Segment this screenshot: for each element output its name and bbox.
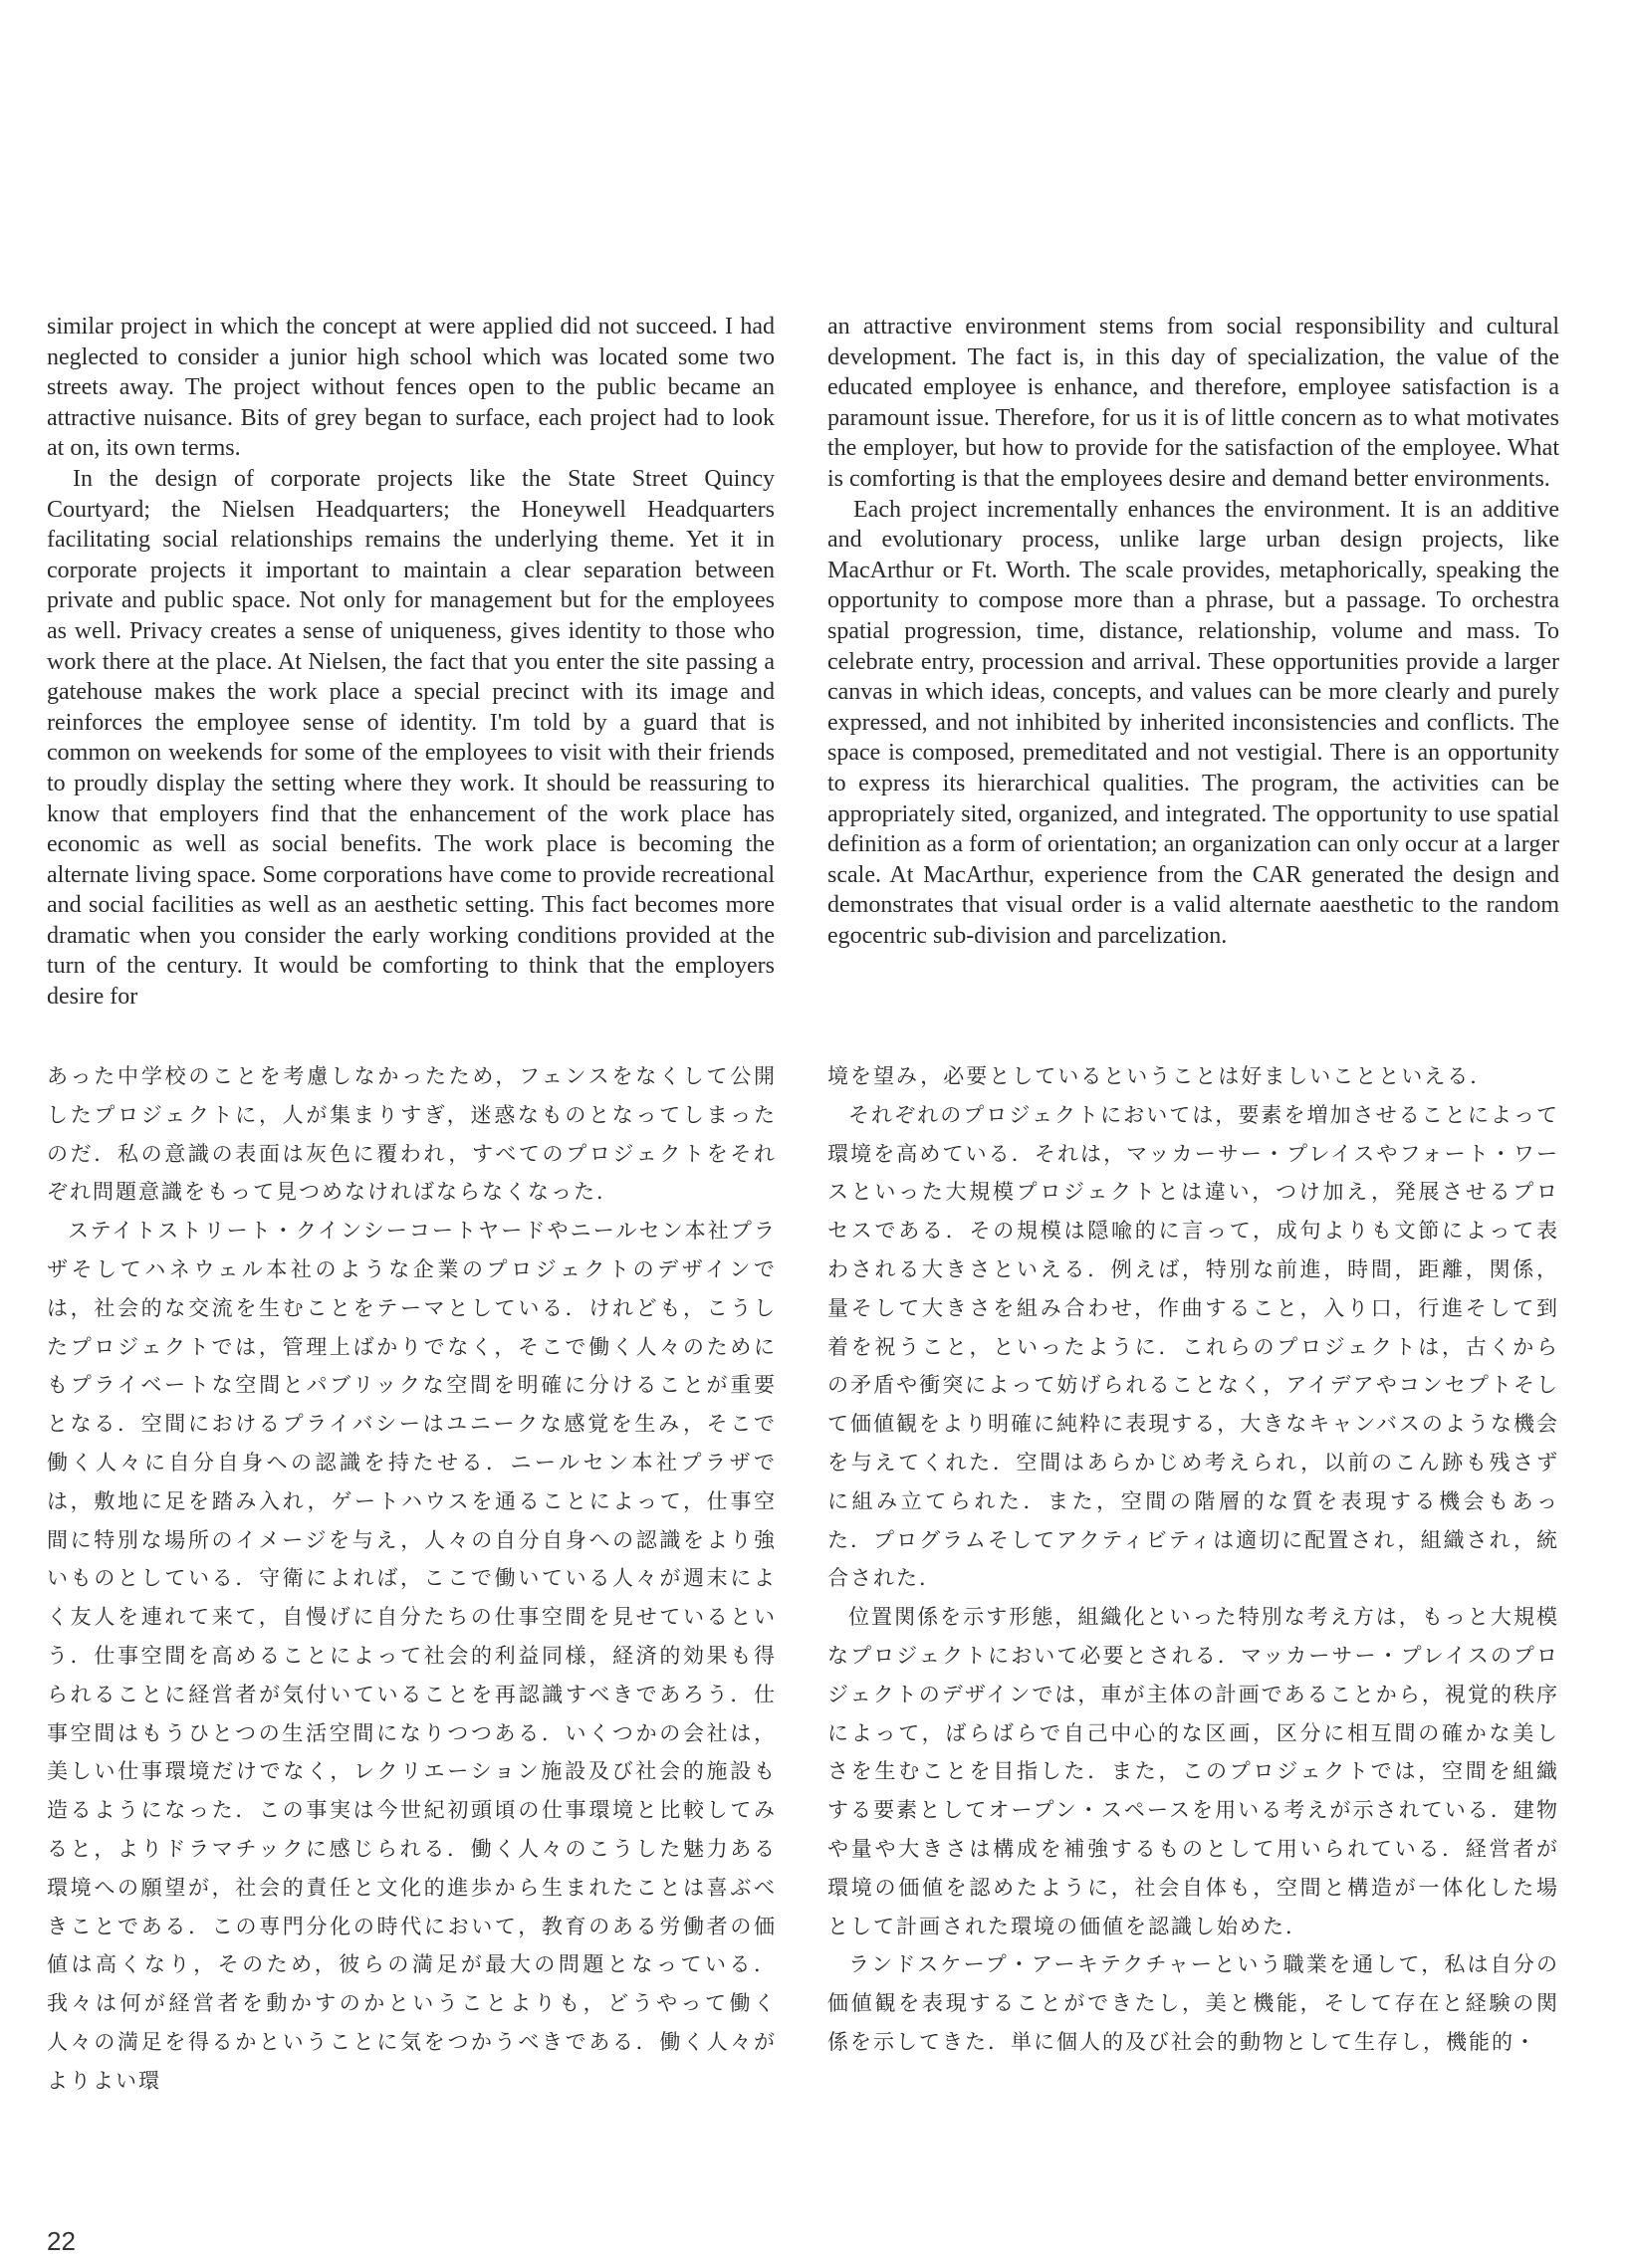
paragraph: 位置関係を示す形態，組織化といった特別な考え方は，もっと大規模なプロジェクトにおいて必要とされる．マッカーサー・プレイスのプロジェクトのデザインでは，車が主体の計画であることから，視覚的秩序によって，ばらばらで自己中心的な区画，区分に相互間の確かな美しさを生むことを目指した．また，このプロジェクトでは，空間を組織する要素としてオープン・スペースを用いる考えが示されている．建物や量や大きさは構成を補強するものとして用いられている．経営者が環境の価値を認めたように，社会自体も，空間と構造が一体化した場として計画された環境の価値を認識し始めた． [827, 1605, 1559, 1938]
paragraph: Each project incrementally enhances the environment. It is an additive and evolutionary process, unlike large urban design projects, like MacArthur or Ft. Worth. The scale provides, metaphorically, speaking the opportunity to compose more than a phrase, but a passage. To orchestra spatial progression, time, distance, relationship, volume and mass. To celebrate entry, procession and arrival. These opportunities provide a larger canvas in which ideas, concepts, and values can be more clearly and purely expressed, and not inhibited by inherited inconsistencies and conflicts. The space is composed, premeditated and not vestigial. There is an opportunity to express its hierarchical qualities. The program, the activities can be appropriately sited, organized, and integrated. The opportunity to use spatial definition as a form of orientation; an organization can only occur at a larger scale. At MacArthur, experience from the CAR generated the design and demonstrates that visual order is a valid alternate aaesthetic to the random egocentric sub-division and parcelization. [827, 496, 1559, 949]
paragraph: In the design of corporate projects like the State Street Quincy Courtyard; the Nielsen Headquarters; the Honeywell Headquarters facilitating social relationships remains the underlying theme. Yet it in corporate projects it important to maintain a clear separation between private and public space. Not only for management but for the employees as well. Privacy creates a sense of uniqueness, gives identity to those who work there at the place. At Nielsen, the fact that you enter the site passing a gatehouse makes the work place a special precinct with its image and reinforces the employee sense of identity. I'm told by a guard that is common on weekends for some of the employees to visit with their friends to proudly display the setting where they work. It should be reassuring to know that employers find that the enhancement of the work place has economic as well as social benefits. The work place is becoming the alternate living space. Some corporations have come to provide recreational and social facilities as well as an aesthetic setting. This fact becomes more dramatic when you consider the early working conditions provided at the turn of the century. It would be comforting to think that the employers desire for [47, 465, 775, 1011]
english-column-right [827, 312, 1559, 951]
paragraph: ステイトストリート・クインシーコートヤードやニールセン本社プラザそしてハネウェル本社のような企業のプロジェクトのデザインでは，社会的な交流を生むことをテーマとしている．けれども，こうしたプロジェクトでは，管理上ばかりでなく，そこで働く人々のためにもプライベートな空間とパブリックな空間を明確に分けることが重要となる．空間におけるプライバシーはユニークな感覚を生み，そこで働く人々に自分自身への認識を持たせる．ニールセン本社プラザでは，敷地に足を踏み入れ，ゲートハウスを通ることによって，仕事空間に特別な場所のイメージを与え，人々の自分自身への認識をより強いものとしている．守衛によれば，ここで働いている人々が週末によく友人を連れて来て，自慢げに自分たちの仕事空間を見せているという．仕事空間を高めることによって社会的利益同様，経済的効果も得られることに経営者が気付いていることを再認識すべきであろう．仕事空間はもうひとつの生活空間になりつつある．いくつかの会社は，美しい仕事環境だけでなく，レクリエーション施設及び社会的施設も造るようになった．この事実は今世紀初頭頃の仕事環境と比較してみると，よりドラマチックに感じられる．働く人々のこうした魅力ある環境への願望が，社会的責任と文化的進歩から生まれたことは喜ぶべきことである．この専門分化の時代において，教育のある労働者の価値は高くなり，そのため，彼らの満足が最大の問題となっている．我々は何が経営者を動かすのかということよりも，どうやって働く人々の満足を得るかということに気をつかうべきである．働く人々がよりよい環 [47, 1219, 777, 2093]
paragraph: an attractive environment stems from social responsibility and cultural development. The fact is, in this day of specialization, the value of the educated employee is enhance, and therefore, employee satisfaction is a paramount issue. Therefore, for us it is of little concern as to what motivates the employer, but how to provide for the satisfaction of the employee. What is comforting is that the employees desire and demand better environments. [827, 314, 1559, 492]
paragraph: ランドスケープ・アーキテクチャーという職業を通して，私は自分の価値観を表現することができたし，美と機能，そして存在と経験の関係を示してきた．単に個人的及び社会的動物として生存し，機能的・ [827, 1952, 1559, 2054]
japanese-column-right [827, 1057, 1559, 2062]
paragraph: 境を望み，必要としているということは好ましいことといえる． [827, 1064, 1494, 1088]
paragraph: あった中学校のことを考慮しなかったため，フェンスをなくして公開したプロジェクトに，人が集まりすぎ，迷惑なものとなってしまったのだ．私の意識の表面は灰色に覆われ，すべてのプロジェクトをそれぞれ問題意識をもって見つめなければならなくなった． [47, 1064, 777, 1205]
japanese-column-left [47, 1057, 777, 2101]
page-number: 22 [47, 2226, 76, 2256]
paragraph: similar project in which the concept at were applied did not succeed. I had neglected to consider a junior high school which was located some two streets away. The project without fences open to the public became an attractive nuisance. Bits of grey began to surface, each project had to look at on, its own terms. [47, 314, 775, 462]
english-column-left [47, 312, 775, 1013]
paragraph: それぞれのプロジェクトにおいては，要素を増加させることによって環境を高めている．それは，マッカーサー・プレイスやフォート・ワースといった大規模プロジェクトとは違い，つけ加え，発展させるプロセスである．その規模は隠喩的に言って，成句よりも文節によって表わされる大きさといえる．例えば，特別な前進，時間，距離，関係，量そして大きさを組み合わせ，作曲すること，入り口，行進そして到着を祝うこと，といったように．これらのプロジェクトは，古くからの矛盾や衝突によって妨げられることなく，アイデアやコンセプトそして価値観をより明確に純粋に表現する，大きなキャンバスのような機会を与えてくれた．空間はあらかじめ考えられ，以前のこん跡も残さずに組み立てられた．また，空間の階層的な質を表現する機会もあった．プログラムそしてアクティビティは適切に配置され，組織され，統合された． [827, 1102, 1559, 1591]
